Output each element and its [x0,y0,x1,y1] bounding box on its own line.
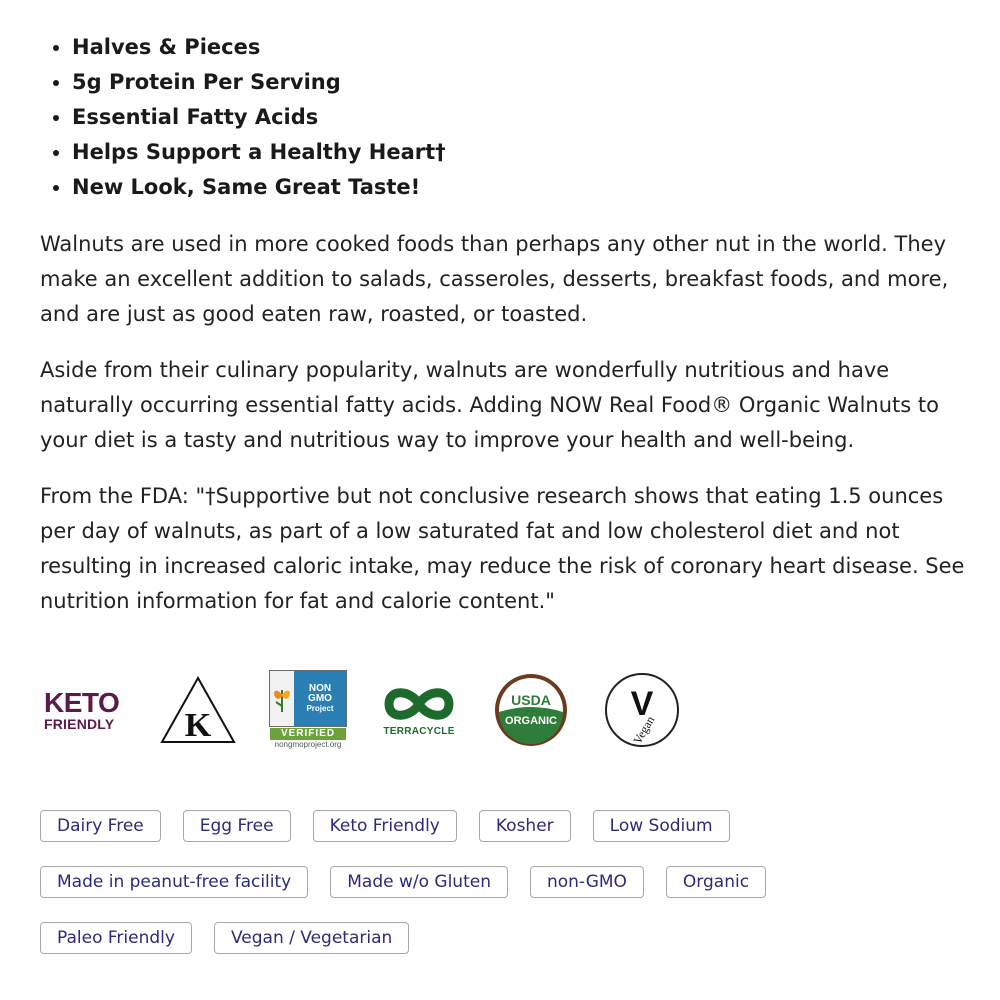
kosher-logo [158,670,238,750]
tag-paleo-friendly[interactable]: Paleo Friendly [40,922,192,954]
feature-item: • New Look, Same Great Taste! [72,170,970,205]
fda-disclaimer-paragraph: From the FDA: "†Supportive but not conclusive research shows that eating 1.5 ounces per day of walnuts, as part of a low saturated fat and low cholesterol diet and not resulting in increased caloric intake, may reduce the risk of coronary heart disease. See nutrition information for fat and calorie content." [40,484,965,613]
description-paragraph: Walnuts are used in more cooked foods than perhaps any other nut in the world. They make an excellent addition to salads, casseroles, desserts, breakfast foods, and more, and are just as good eaten raw, roasted, or toasted. [40,232,949,326]
description-paragraph: Aside from their culinary popularity, walnuts are wonderfully nutritious and have naturally occurring essential fatty acids. Adding NOW Real Food® Organic Walnuts to your diet is a tasty and nutritious way to improve your health and well-being. [40,358,939,452]
tag-row [40,810,970,844]
ngmo-line2: GMO [308,692,332,704]
product-description [40,30,970,619]
ngmo-line3: Project [306,703,334,713]
tag-dairy-free[interactable]: Dairy Free [40,810,161,842]
tag-non-gmo[interactable]: non-GMO [530,866,644,898]
kosher-triangle-icon [159,675,237,745]
keto-friendly-logo [44,670,134,750]
tag-made-without-gluten[interactable]: Made w/o Gluten [330,866,508,898]
kosher-letter: K [184,707,212,744]
usda-top-text: USDA [511,692,551,708]
non-gmo-project-logo [268,670,348,750]
ngmo-verified: VERIFIED [270,728,346,740]
keto-logo-line1: KETO [44,687,120,718]
feature-item: • Essential Fatty Acids [72,100,970,135]
tag-peanut-free-facility[interactable]: Made in peanut-free facility [40,866,308,898]
tag-keto-friendly[interactable]: Keto Friendly [313,810,457,842]
usda-bottom-text: ORGANIC [505,715,557,727]
vegan-logo [602,670,682,750]
butterfly-icon [270,671,294,726]
dietary-tags [40,810,970,978]
tag-row [40,866,970,900]
certification-badges [40,670,700,755]
usda-organic-seal-icon [493,672,569,748]
keto-logo-line2: FRIENDLY [44,716,115,732]
tag-organic[interactable]: Organic [666,866,766,898]
usda-organic-logo [492,670,570,750]
feature-list [40,30,970,205]
tag-vegan-vegetarian[interactable]: Vegan / Vegetarian [214,922,409,954]
tag-row [40,922,970,956]
vegan-word: Vegan [630,713,658,747]
ngmo-line1: NON [308,682,332,694]
ngmo-url: nongmoproject.org [274,740,342,749]
tag-low-sodium[interactable]: Low Sodium [593,810,730,842]
terracycle-label: TERRACYCLE [383,725,455,737]
vegan-v-icon [603,671,681,749]
tag-kosher[interactable]: Kosher [479,810,571,842]
feature-item: • 5g Protein Per Serving [72,65,970,100]
terracycle-loop-icon [381,684,457,724]
feature-item: • Halves & Pieces [72,30,970,65]
tag-egg-free[interactable]: Egg Free [183,810,291,842]
vegan-letter: V [630,685,654,723]
feature-item: • Helps Support a Healthy Heart† [72,135,970,170]
terracycle-logo [378,670,460,750]
